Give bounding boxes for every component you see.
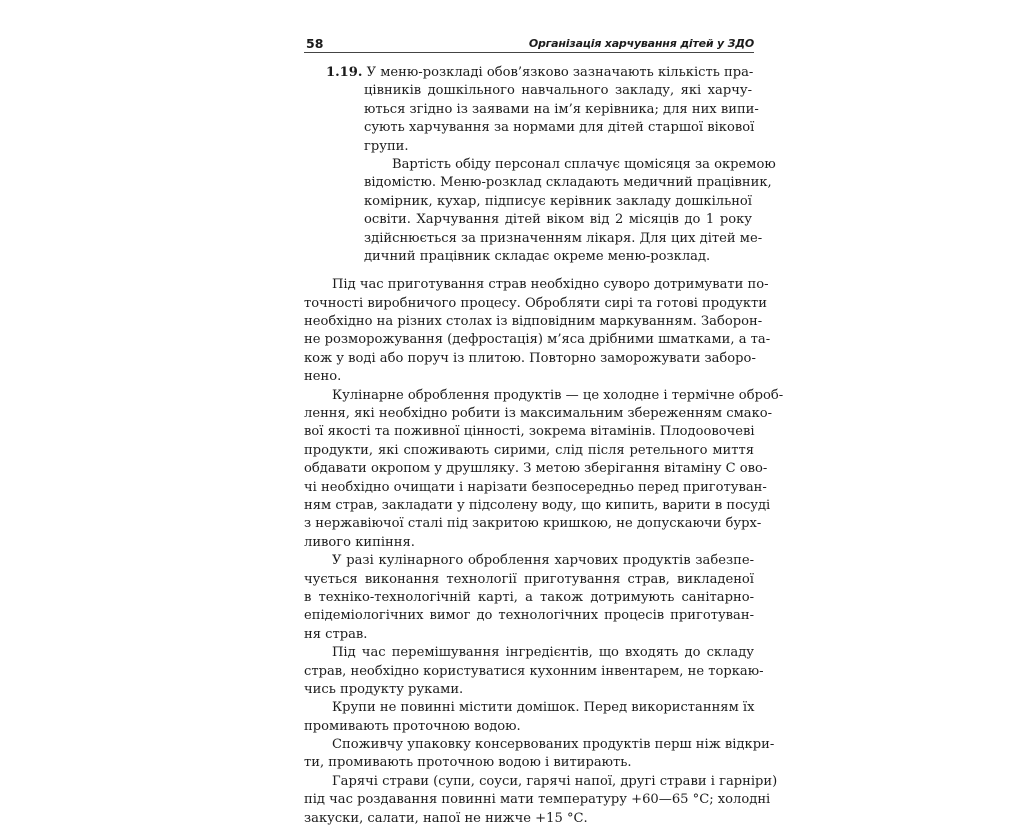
paragraph-line: ти, промивають проточною водою і витирають.	[304, 755, 632, 771]
paragraph-line: вої якості та поживної цінності, зокрема вітамінів. Плодоовочеві	[304, 424, 755, 440]
page-header	[304, 36, 754, 53]
paragraph	[304, 644, 764, 699]
paragraph-line: з нержавіючої сталі під закритою кришкою, не допускаючи бурх-	[304, 516, 762, 532]
running-title: Організація харчування дітей у ЗДО	[528, 37, 754, 50]
paragraph	[304, 736, 775, 773]
paragraph-line: чись продукту руками.	[304, 681, 464, 697]
paragraph	[304, 773, 778, 828]
note-line: сують харчування за нормами для дітей старшої вікової	[364, 120, 755, 136]
paragraph-line: Гарячі страви (супи, соуси, гарячі напої, другі страви і гарніри)	[332, 773, 778, 789]
note-line: комірник, кухар, підписує керівник закладу дошкільної	[364, 193, 752, 209]
paragraph-line: промивають проточною водою.	[304, 718, 521, 734]
note-line: 1.19. У меню-розкладі обов’язково зазначають кількість пра-	[326, 65, 754, 80]
note-line: цівників дошкільного навчального закладу, які харчу-	[364, 83, 752, 99]
note-line: Вартість обіду персонал сплачує щомісяця за окремою	[392, 156, 776, 172]
paragraph-line: ня страв.	[304, 626, 368, 642]
paragraph-line: У разі кулінарного оброблення харчових продуктів забезпе-	[332, 553, 754, 569]
paragraph-line: чі необхідно очищати і нарізати безпосередньо перед приготуван-	[304, 479, 767, 495]
note-line: ються згідно із заявами на ім’я керівника; для них випи-	[364, 101, 759, 117]
paragraph-line: страв, необхідно користуватися кухонним інвентарем, не торкаю-	[304, 663, 764, 679]
paragraph	[304, 552, 754, 644]
paragraph-line: Кулінарне оброблення продуктів — це холодне і термічне оброб-	[332, 387, 784, 403]
note-line: дичний працівник складає окреме меню-розклад.	[364, 248, 711, 264]
paragraph-line: під час роздавання повинні мати температуру +60—65 °С; холодні	[304, 792, 771, 808]
paragraph-line: закуски, салати, напої не нижче +15 °С.	[304, 810, 588, 826]
paragraph-line: не розморожування (дефростація) м’яса дрібними шматками, а та-	[304, 332, 771, 348]
paragraph-line: Споживчу упаковку консервованих продуктів перш ніж відкри-	[332, 737, 775, 753]
paragraph-line: лення, які необхідно робити із максимальним збереженням смако-	[304, 406, 773, 422]
paragraph-line: кож у воді або поруч із плитою. Повторно заморожувати заборо-	[304, 350, 756, 366]
book-page	[304, 0, 784, 826]
paragraph-line: в техніко-технологічній карті, а також дотримують санітарно-	[304, 589, 754, 605]
note-line: відомістю. Меню-розклад складають медичний працівник,	[364, 175, 772, 191]
paragraph-line: Під час приготування страв необхідно суворо дотримувати по-	[332, 277, 769, 293]
note-line: освіти. Харчування дітей віком від 2 місяців до 1 року	[364, 212, 752, 228]
paragraph-line: Крупи не повинні містити домішок. Перед використанням їх	[332, 700, 755, 716]
paragraph	[304, 276, 771, 386]
paragraph-line: точності виробничого процесу. Обробляти сирі та готові продукти	[304, 295, 767, 311]
paragraph	[304, 699, 754, 736]
paragraph-line: продукти, які споживають сирими, слід після ретельного миття	[304, 442, 754, 458]
paragraph-line: ням страв, закладати у підсолену воду, що кипить, варити в посуді	[304, 497, 771, 513]
note-number: 1.19.	[326, 65, 363, 80]
paragraph-line: Під час перемішування інгредієнтів, що входять до складу	[332, 645, 754, 661]
paragraph-line: нено.	[304, 369, 342, 385]
paragraph-line: ливого кипіння.	[304, 534, 415, 550]
paragraph-line: необхідно на різних столах із відповідним маркуванням. Заборон-	[304, 314, 763, 330]
paragraph-line: епідеміологічних вимог до технологічних процесів приготуван-	[304, 608, 754, 624]
page-number: 58	[306, 36, 324, 51]
paragraph-line: обдавати окропом у друшляку. З метою зберігання вітаміну С ово-	[304, 461, 768, 477]
note-line: здійснюється за призначенням лікаря. Для цих дітей ме-	[364, 230, 763, 246]
note-1-19	[304, 64, 776, 266]
paragraph	[304, 387, 784, 553]
note-line: групи.	[364, 138, 409, 154]
page-body	[304, 64, 784, 828]
paragraph-line: чується виконання технології приготування страв, викладеної	[304, 571, 754, 587]
